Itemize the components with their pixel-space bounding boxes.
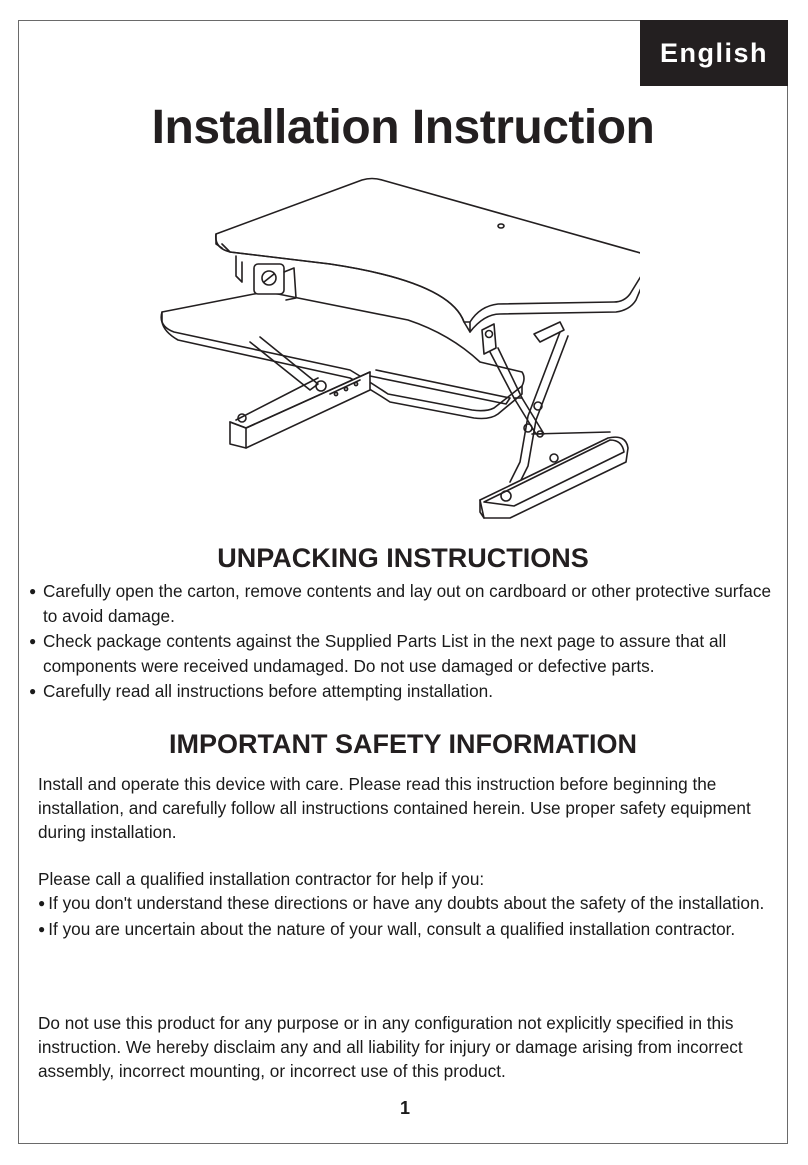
unpacking-heading: UNPACKING INSTRUCTIONS [217, 543, 589, 573]
list-item: ● Carefully open the carton, remove contents and lay out on cardboard or other protective surface to avoid damage. [28, 579, 788, 629]
condition-item: ● If you don't understand these directions or have any doubts about the safety of the installation. [38, 893, 765, 913]
contractor-intro: Please call a qualified installation contractor for help if you: [38, 869, 485, 889]
list-item: ● Carefully read all instructions before attempting installation. [28, 679, 788, 704]
disclaimer: Do not use this product for any purpose or in any configuration not explicitly specified in this instruction. We hereby disclaim any and all liability for injury or damage arising from incorrect assembly, incorrect mounting, or incorrect use of this product. [38, 1013, 743, 1081]
unpacking-list [28, 579, 788, 704]
standing-desk-converter-drawing [150, 172, 640, 527]
language-tab [640, 20, 788, 86]
page-title: Installation Instruction [151, 101, 655, 154]
condition-item: ● If you are uncertain about the nature of your wall, consult a qualified installation contractor. [38, 919, 736, 939]
contractor-section [38, 867, 778, 943]
left-base-rail [230, 372, 370, 448]
bullet-icon: ● [38, 896, 46, 910]
list-item: ● Check package contents against the Supplied Parts List in the next page to assure that all components were received undamaged. Do not use damaged or defective parts. [28, 629, 788, 679]
safety-heading: IMPORTANT SAFETY INFORMATION [169, 729, 637, 759]
page-number: 1 [399, 1098, 410, 1118]
safety-intro: Install and operate this device with care. Please read this instruction before beginning the installation, and carefully follow all instructions contained herein. Use proper safety equipment during installation. [38, 774, 751, 842]
bullet-icon: ● [38, 922, 46, 936]
right-base-rail [480, 432, 628, 518]
language-label: English [659, 37, 768, 68]
